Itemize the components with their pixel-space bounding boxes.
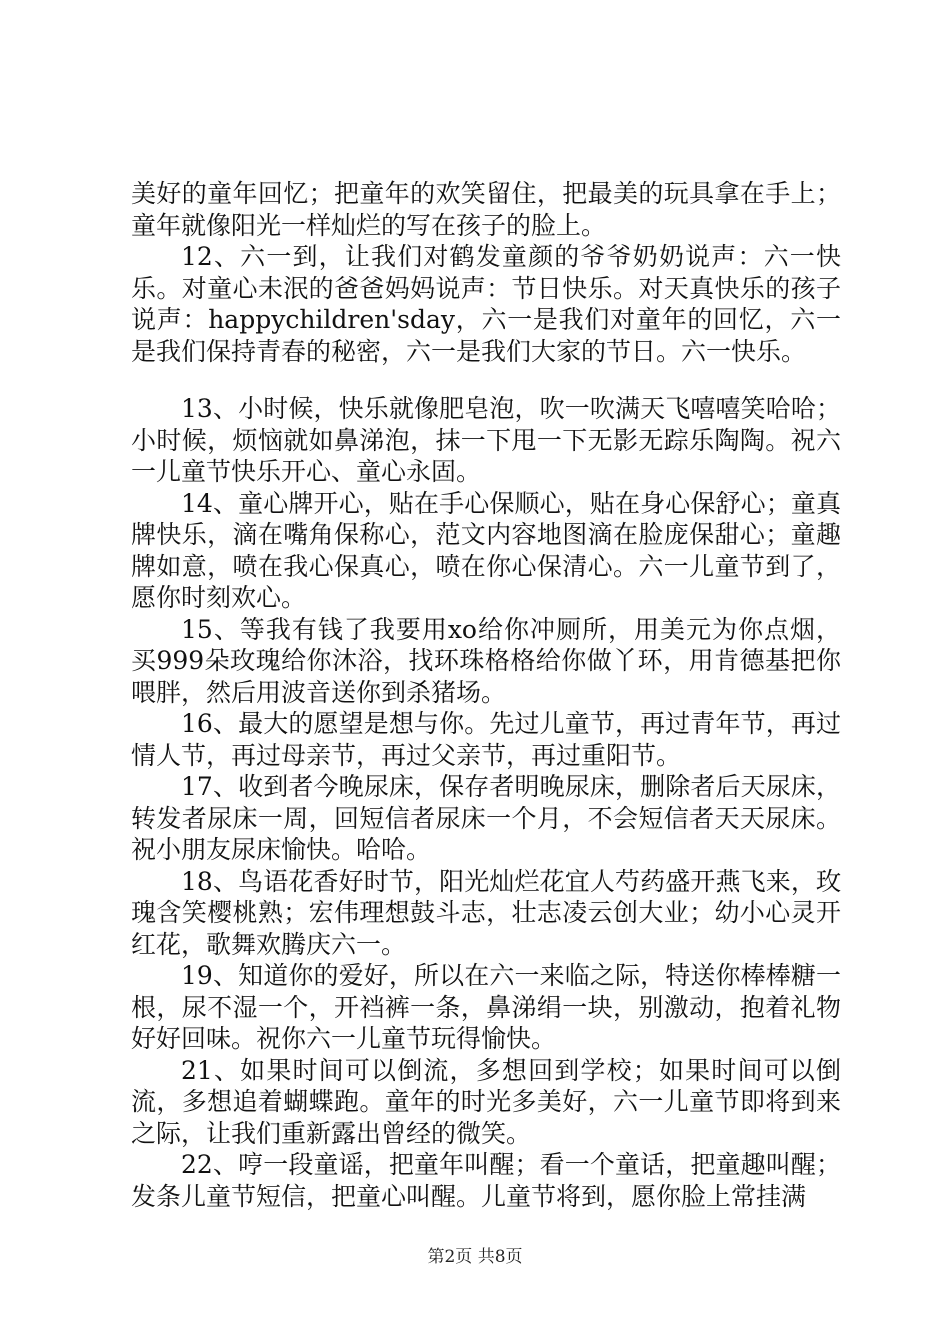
- paragraph-18: 18、鸟语花香好时节，阳光灿烂花宜人芍药盛开燕飞来，玫瑰含笑樱桃熟；宏伟理想鼓斗志，壮志凌云创大业；幼小心灵开红花，歌舞欢腾庆六一。: [131, 866, 841, 959]
- paragraph-16: 16、最大的愿望是想与你。先过儿童节，再过青年节，再过情人节，再过母亲节，再过父亲节，再过重阳节。: [131, 709, 841, 770]
- paragraph-15: 15、等我有钱了我要用xo给你冲厕所，用美元为你点烟，买999朵玫瑰给你沐浴，找环珠格格给你做丫环，用肯德基把你喂胖，然后用波音送你到杀猪场。: [131, 614, 841, 707]
- paragraph-13: 13、小时候，快乐就像肥皂泡，吹一吹满天飞嘻嘻笑哈哈；小时候，烦恼就如鼻涕泡，抹一下甩一下无影无踪乐陶陶。祝六一儿童节快乐开心、童心永固。: [131, 394, 841, 486]
- document-body: [131, 178, 841, 1212]
- paragraph-continuation: 美好的童年回忆；把童年的欢笑留住，把最美的玩具拿在手上；童年就像阳光一样灿烂的写在孩子的脸上。: [131, 179, 841, 240]
- paragraph-21: 21、如果时间可以倒流，多想回到学校；如果时间可以倒流，多想追着蝴蝶跑。童年的时光多美好，六一儿童节即将到来之际，让我们重新露出曾经的微笑。: [131, 1055, 841, 1148]
- paragraph-19: 19、知道你的爱好，所以在六一来临之际，特送你棒棒糖一根，尿不湿一个，开裆裤一条，鼻涕绢一块，别激动，抱着礼物好好回味。祝你六一儿童节玩得愉快。: [131, 961, 841, 1053]
- paragraph-17: 17、收到者今晚尿床，保存者明晚尿床，删除者后天尿床，转发者尿床一周，回短信者尿床一个月，不会短信者天天尿床。祝小朋友尿床愉快。哈哈。: [131, 772, 841, 864]
- paragraph-22: 22、哼一段童谣，把童年叫醒；看一个童话，把童趣叫醒；发条儿童节短信，把童心叫醒。儿童节将到，愿你脸上常挂满: [131, 1150, 841, 1211]
- page-number-footer: 第2页 共8页: [427, 1247, 523, 1267]
- paragraph-12: 12、六一到，让我们对鹤发童颜的爷爷奶奶说声：六一快乐。对童心未泯的爸爸妈妈说声：节日快乐。对天真快乐的孩子说声：happychildren'sday，六一是我们对童年的回忆，六一是我们保持青春的秘密，六一是我们大家的节日。六一快乐。: [131, 242, 841, 366]
- paragraph-14: 14、童心牌开心，贴在手心保顺心，贴在身心保舒心；童真牌快乐，滴在嘴角保称心，范文内容地图滴在脸庞保甜心；童趣牌如意，喷在我心保真心，喷在你心保清心。六一儿童节到了，愿你时刻欢心。: [131, 488, 841, 612]
